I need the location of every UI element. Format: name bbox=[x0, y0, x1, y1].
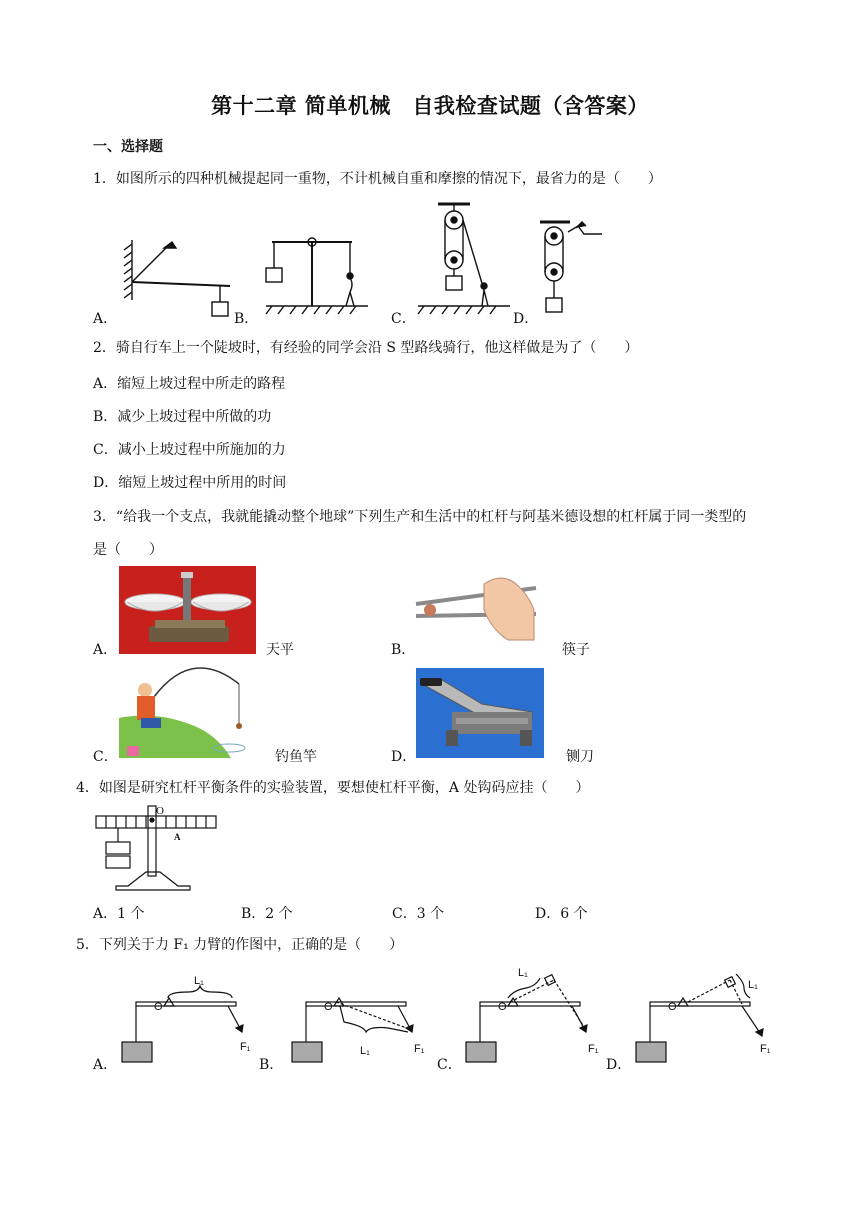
q3-option-a-caption: 天平 bbox=[266, 642, 294, 658]
q4-option-d[interactable]: D．6 个 bbox=[535, 906, 588, 922]
q3-option-a-letter[interactable]: A． bbox=[93, 642, 118, 658]
q4-option-a[interactable]: A．1 个 bbox=[93, 906, 145, 922]
q1-figure-a-lever bbox=[120, 238, 240, 320]
q5c-arm-label: L₁ bbox=[518, 967, 528, 979]
q5b-arm-label: L₁ bbox=[360, 1045, 370, 1057]
q5a-force-label: F₁ bbox=[240, 1041, 251, 1053]
q5-figure-c bbox=[462, 962, 612, 1062]
guillotine-cutter-photo bbox=[416, 668, 544, 758]
q1-option-a[interactable]: A． bbox=[93, 311, 118, 327]
q5d-force-label: F₁ bbox=[760, 1043, 771, 1055]
page-title: 第十二章 简单机械 自我检查试题（含答案） bbox=[211, 94, 649, 118]
q2-option-b[interactable]: B．减少上坡过程中所做的功 bbox=[93, 409, 272, 425]
q5-figure-d bbox=[632, 968, 782, 1062]
q1-option-c[interactable]: C． bbox=[391, 311, 416, 327]
q5c-pivot-label: O bbox=[498, 1001, 507, 1013]
chopsticks-picture bbox=[414, 566, 538, 652]
q1-figure-c-pulley bbox=[414, 200, 514, 322]
balance-photo bbox=[119, 566, 256, 654]
q1-figure-d-pulley bbox=[530, 218, 620, 322]
q5d-arm-label: L₁ bbox=[748, 979, 758, 991]
question-3-stem-line-1: 3．“给我一个支点，我就能撬动整个地球”下列生产和生活中的杠杆与阿基米德设想的杠杆属于同一类型的 bbox=[93, 509, 747, 525]
q5-option-b[interactable]: B． bbox=[259, 1057, 284, 1073]
question-4-stem: 4．如图是研究杠杆平衡条件的实验装置，要想使杠杆平衡，A 处钩码应挂（ ） bbox=[76, 780, 590, 796]
q2-option-d[interactable]: D．缩短上坡过程中所用的时间 bbox=[93, 475, 287, 491]
q3-option-d-caption: 铡刀 bbox=[566, 749, 594, 765]
q5b-pivot-label: O bbox=[324, 1001, 333, 1013]
q4-option-b[interactable]: B．2 个 bbox=[241, 906, 293, 922]
fishing-rod-picture bbox=[119, 664, 251, 760]
q4-pivot-label: O bbox=[156, 805, 164, 817]
q3-option-d-letter[interactable]: D． bbox=[391, 749, 417, 765]
q3-option-c-caption: 钓鱼竿 bbox=[275, 749, 317, 765]
q4-option-c[interactable]: C．3 个 bbox=[392, 906, 445, 922]
q5-option-d[interactable]: D． bbox=[606, 1057, 632, 1073]
q5-figure-a bbox=[118, 968, 268, 1062]
question-1-stem: 1．如图所示的四种机械提起同一重物，不计机械自重和摩擦的情况下，最省力的是（ ） bbox=[93, 171, 662, 187]
q3-option-b-letter[interactable]: B． bbox=[391, 642, 416, 658]
q1-figure-b-wheel-axle bbox=[262, 228, 372, 320]
q5-option-a[interactable]: A． bbox=[93, 1057, 118, 1073]
q5-option-c[interactable]: C． bbox=[437, 1057, 462, 1073]
question-2-stem: 2．骑自行车上一个陡坡时，有经验的同学会沿 S 型路线骑行，他这样做是为了（ ） bbox=[93, 340, 639, 356]
q2-option-a[interactable]: A．缩短上坡过程中所走的路程 bbox=[93, 376, 286, 392]
question-5-stem: 5．下列关于力 F₁ 力臂的作图中，正确的是（ ） bbox=[76, 937, 404, 953]
q5b-force-label: F₁ bbox=[414, 1043, 425, 1055]
q5a-pivot-label: O bbox=[154, 1001, 163, 1013]
q4-lever-apparatus-figure bbox=[94, 804, 218, 894]
section-heading: 一、选择题 bbox=[93, 139, 163, 155]
q2-option-c[interactable]: C．减小上坡过程中所施加的力 bbox=[93, 442, 286, 458]
question-3-stem-line-2: 是（ ） bbox=[93, 542, 163, 558]
q1-option-d[interactable]: D． bbox=[513, 311, 539, 327]
q4-point-a-label: A bbox=[174, 832, 181, 842]
q3-option-c-letter[interactable]: C． bbox=[93, 749, 118, 765]
q1-option-b[interactable]: B． bbox=[234, 311, 259, 327]
q5d-pivot-label: O bbox=[668, 1001, 677, 1013]
q5-figure-b bbox=[288, 968, 438, 1062]
q5a-arm-label: L₁ bbox=[194, 975, 204, 987]
q5c-force-label: F₁ bbox=[588, 1043, 599, 1055]
q3-option-b-caption: 筷子 bbox=[562, 642, 590, 658]
